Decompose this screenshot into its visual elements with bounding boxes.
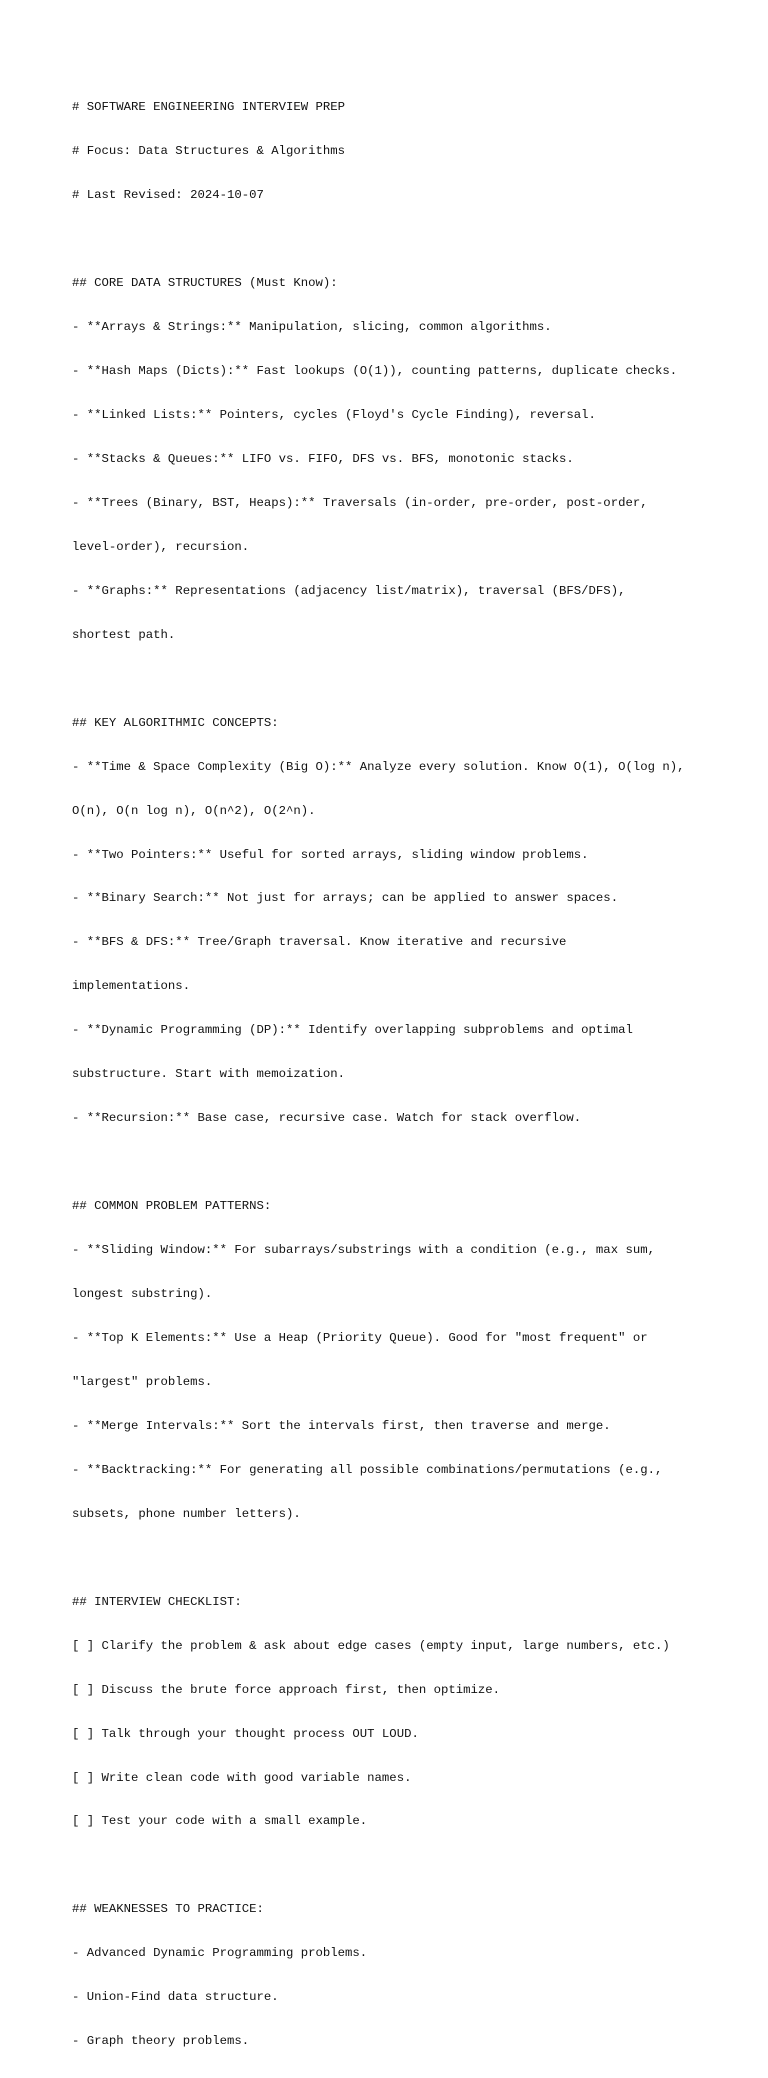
list-item: - **Dynamic Programming (DP):** Identify overlapping subproblems and optimal <box>72 1023 633 1038</box>
list-item: - **Graphs:** Representations (adjacency list/matrix), traversal (BFS/DFS), <box>72 583 626 598</box>
checklist-item: [ ] Talk through your thought process OUT LOUD. <box>72 1726 419 1741</box>
blank-line <box>72 1155 752 1170</box>
checklist-item: [ ] Write clean code with good variable names. <box>72 1770 412 1785</box>
checklist-item: [ ] Clarify the problem & ask about edge cases (empty input, large numbers, etc.) <box>72 1638 670 1653</box>
checklist-item: [ ] Discuss the brute force approach first, then optimize. <box>72 1682 501 1697</box>
list-item: - **BFS & DFS:** Tree/Graph traversal. Know iterative and recursive <box>72 935 567 950</box>
list-item: - **Binary Search:** Not just for arrays; can be applied to answer spaces. <box>72 891 619 906</box>
section-heading-common-problem-patterns: ## COMMON PROBLEM PATTERNS: <box>72 1199 272 1214</box>
title-line: # SOFTWARE ENGINEERING INTERVIEW PREP <box>72 100 346 115</box>
blank-line <box>72 672 752 687</box>
blank-line <box>72 1551 752 1566</box>
list-item-continuation: "largest" problems. <box>72 1374 213 1389</box>
list-item: - Advanced Dynamic Programming problems. <box>72 1946 368 1961</box>
list-item: - **Arrays & Strings:** Manipulation, slicing, common algorithms. <box>72 320 552 335</box>
list-item: - **Stacks & Queues:** LIFO vs. FIFO, DFS vs. BFS, monotonic stacks. <box>72 451 574 466</box>
list-item: - **Top K Elements:** Use a Heap (Priority Queue). Good for "most frequent" or <box>72 1331 648 1345</box>
list-item: - **Merge Intervals:** Sort the intervals first, then traverse and merge. <box>72 1418 611 1433</box>
list-item-continuation: longest substring). <box>72 1287 213 1302</box>
list-item: - Union-Find data structure. <box>72 1990 279 2005</box>
list-item-continuation: implementations. <box>72 979 191 994</box>
list-item: - **Recursion:** Base case, recursive case. Watch for stack overflow. <box>72 1111 582 1126</box>
list-item: - **Trees (Binary, BST, Heaps):** Traversals (in-order, pre-order, post-order, <box>72 495 648 510</box>
list-item-continuation: subsets, phone number letters). <box>72 1506 301 1521</box>
document-text <box>72 71 752 2078</box>
list-item-continuation: substructure. Start with memoization. <box>72 1067 346 1082</box>
list-item: - **Backtracking:** For generating all possible combinations/permutations (e.g., <box>72 1462 663 1477</box>
list-item-continuation: O(n), O(n log n), O(n^2), O(2^n). <box>72 803 316 818</box>
list-item: - **Linked Lists:** Pointers, cycles (Floyd's Cycle Finding), reversal. <box>72 407 596 422</box>
list-item-continuation: shortest path. <box>72 627 176 642</box>
revised-line: # Last Revised: 2024-10-07 <box>72 188 264 203</box>
blank-line <box>72 1858 752 1873</box>
section-heading-interview-checklist: ## INTERVIEW CHECKLIST: <box>72 1594 242 1609</box>
list-item: - Graph theory problems. <box>72 2034 250 2049</box>
list-item: - **Two Pointers:** Useful for sorted arrays, sliding window problems. <box>72 847 589 862</box>
list-item: - **Sliding Window:** For subarrays/substrings with a condition (e.g., max sum, <box>72 1243 655 1258</box>
section-heading-key-algorithmic-concepts: ## KEY ALGORITHMIC CONCEPTS: <box>72 715 279 730</box>
checklist-item: [ ] Test your code with a small example. <box>72 1814 368 1829</box>
list-item: - **Time & Space Complexity (Big O):** Analyze every solution. Know O(1), O(log n), <box>72 759 685 774</box>
focus-line: # Focus: Data Structures & Algorithms <box>72 144 346 159</box>
section-heading-core-data-structures: ## CORE DATA STRUCTURES (Must Know): <box>72 276 338 291</box>
list-item: - **Hash Maps (Dicts):** Fast lookups (O(1)), counting patterns, duplicate checks. <box>72 364 678 379</box>
section-heading-weaknesses-to-practice: ## WEAKNESSES TO PRACTICE: <box>72 1902 264 1917</box>
list-item-continuation: level-order), recursion. <box>72 539 250 554</box>
blank-line <box>72 232 752 247</box>
